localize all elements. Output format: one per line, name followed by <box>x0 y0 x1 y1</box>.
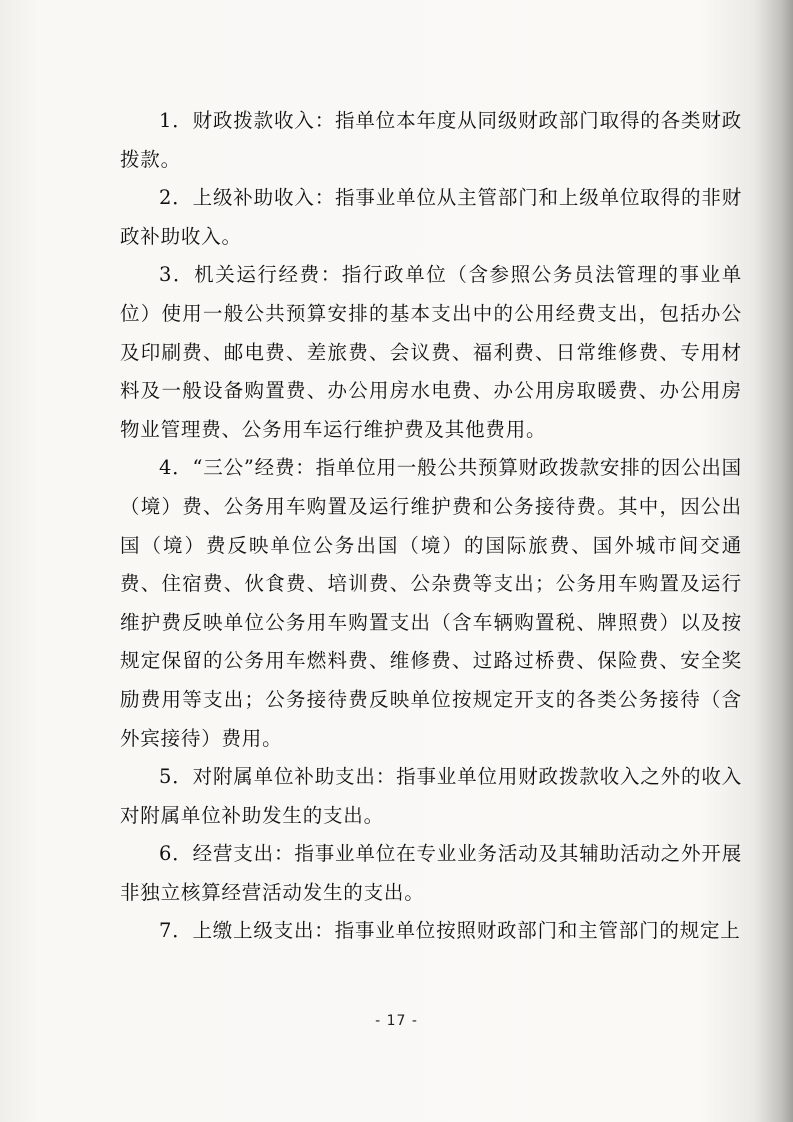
paragraph-fiscal-appropriation-income: 1．财政拨款收入：指单位本年度从同级财政部门取得的各类财政拨款。 <box>120 109 742 171</box>
page-edge-shadow <box>753 0 793 1122</box>
paragraph-three-public-expenses: 4．“三公”经费：指单位用一般公共预算财政拨款安排的因公出国（境）费、公务用车购置及运行维护费和公务接待费。其中，因公出国（境）费反映单位公务出国（境）的国际旅费、国外城市间交通费、住宿费、伙食费、培训费、公杂费等支出；公务用车购置及运行维护费反映单位公务用车购置支出（含车辆购置税、牌照费）以及按规定保留的公务用车燃料费、维修费、过路过桥费、保险费、安全奖励费用等支出；公务接待费反映单位按规定开支的各类公务接待（含外宾接待）费用。 <box>120 456 742 750</box>
paragraph-operating-expenditure: 6．经营支出：指事业单位在专业业务活动及其辅助活动之外开展非独立核算经营活动发生的支出。 <box>120 842 742 904</box>
page-number: - 17 - <box>375 1013 418 1029</box>
paragraph-remittance-to-superior: 7．上缴上级支出：指事业单位按照财政部门和主管部门的规定上 <box>159 919 741 943</box>
paragraph-superior-subsidy-income: 2．上级补助收入：指事业单位从主管部门和上级单位取得的非财政补助收入。 <box>120 186 742 248</box>
paragraph-subsidiary-subsidy-expenditure: 5．对附属单位补助支出：指事业单位用财政拨款收入之外的收入对附属单位补助发生的支出。 <box>120 765 742 827</box>
document-body <box>120 102 742 951</box>
paragraph-agency-operating-expenses: 3．机关运行经费：指行政单位（含参照公务员法管理的事业单位）使用一般公共预算安排的基本支出中的公用经费支出，包括办公及印刷费、邮电费、差旅费、会议费、福利费、日常维修费、专用材料及一般设备购置费、办公用房水电费、办公用房取暖费、办公用房物业管理费、公务用车运行维护费及其他费用。 <box>120 263 742 441</box>
